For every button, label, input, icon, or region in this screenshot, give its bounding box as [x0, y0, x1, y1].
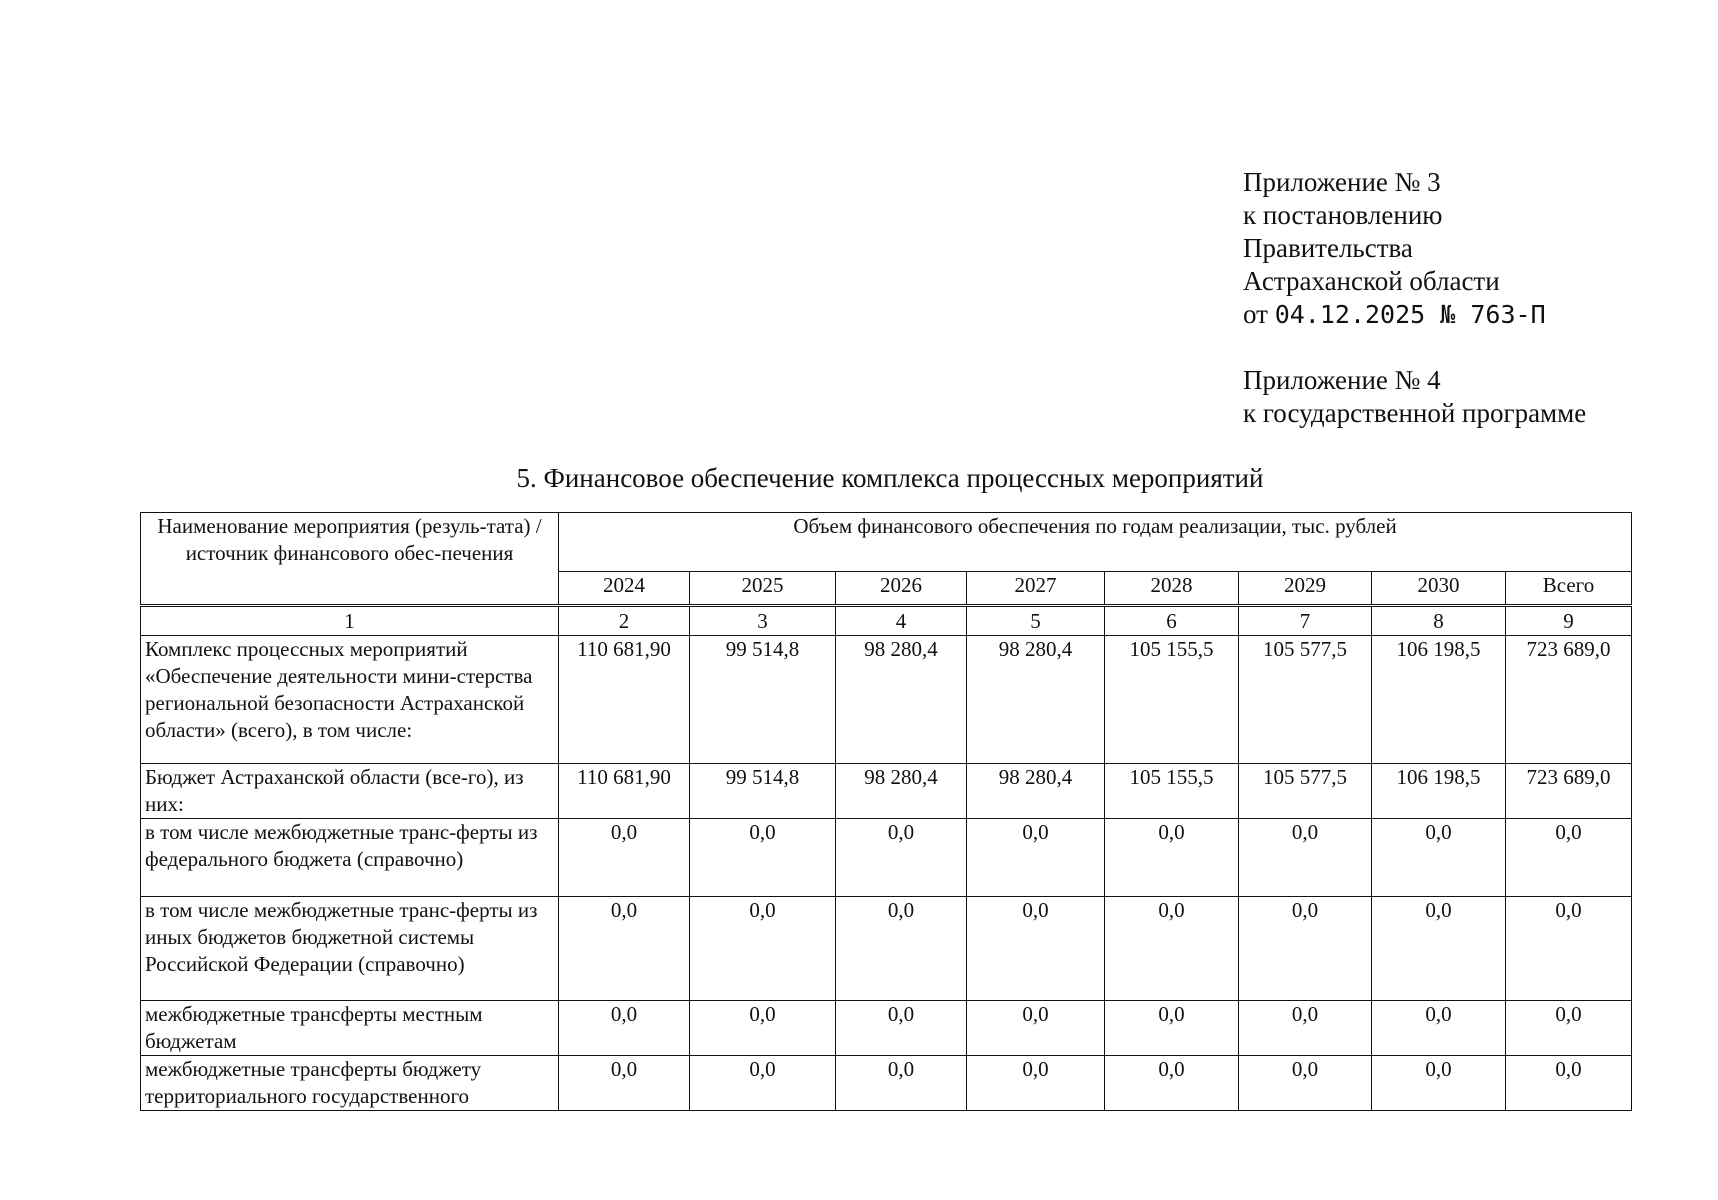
financing-table: [140, 512, 1632, 1111]
row-name: Бюджет Астраханской области (все-го), из них:: [141, 764, 559, 819]
date-prefix: от: [1243, 299, 1268, 329]
volume-header: Объем финансового обеспечения по годам реализации, тыс. рублей: [559, 513, 1632, 572]
date-stamp: 04.12.2025 № 763-П: [1274, 300, 1546, 329]
row-value: 99 514,8: [690, 764, 836, 819]
row-value: 105 155,5: [1105, 764, 1239, 819]
row-value: 0,0: [1372, 1056, 1506, 1111]
row-name: межбюджетные трансферты бюджету территориального государственного: [141, 1056, 559, 1111]
row-value: 105 155,5: [1105, 636, 1239, 764]
row-value: 0,0: [1372, 819, 1506, 897]
row-value: 0,0: [967, 819, 1105, 897]
row-value: 723 689,0: [1506, 636, 1632, 764]
row-value: 0,0: [1239, 1001, 1372, 1056]
table-row: [141, 636, 1632, 764]
table-row: [141, 897, 1632, 1001]
row-value: 98 280,4: [967, 636, 1105, 764]
row-value: 106 198,5: [1372, 764, 1506, 819]
name-column-header: Наименование мероприятия (резуль-тата) / источник финансового обес-печения: [141, 513, 559, 606]
row-value: 0,0: [836, 819, 967, 897]
table-row: [141, 1056, 1632, 1111]
row-value: 105 577,5: [1239, 636, 1372, 764]
table-row: [141, 1001, 1632, 1056]
row-value: 0,0: [967, 897, 1105, 1001]
row-value: 0,0: [559, 897, 690, 1001]
column-number-1: 1: [141, 606, 559, 636]
row-value: 106 198,5: [1372, 636, 1506, 764]
row-value: 110 681,90: [559, 636, 690, 764]
year-header-3: 2026: [836, 572, 967, 606]
year-header-1: 2024: [559, 572, 690, 606]
year-header-8: Всего: [1506, 572, 1632, 606]
appendix-3-block: [1243, 166, 1703, 331]
row-value: 723 689,0: [1506, 764, 1632, 819]
year-header-7: 2030: [1372, 572, 1506, 606]
row-value: 0,0: [1105, 1001, 1239, 1056]
row-value: 0,0: [1105, 819, 1239, 897]
row-value: 0,0: [690, 819, 836, 897]
row-value: 0,0: [967, 1056, 1105, 1111]
appendix-3-line-3: Правительства: [1243, 233, 1413, 263]
appendix-4-block: [1243, 364, 1703, 430]
column-number-3: 3: [690, 606, 836, 636]
table-row: [141, 819, 1632, 897]
column-number-4: 4: [836, 606, 967, 636]
row-value: 0,0: [1239, 1056, 1372, 1111]
row-value: 0,0: [1372, 897, 1506, 1001]
appendix-3-date-line: [1243, 298, 1703, 331]
row-name: межбюджетные трансферты местным бюджетам: [141, 1001, 559, 1056]
row-value: 0,0: [1506, 897, 1632, 1001]
appendix-3-line-2: к постановлению: [1243, 200, 1443, 230]
column-number-9: 9: [1506, 606, 1632, 636]
appendix-3-line-1: Приложение № 3: [1243, 167, 1441, 197]
row-value: 0,0: [559, 1056, 690, 1111]
row-value: 98 280,4: [967, 764, 1105, 819]
column-number-5: 5: [967, 606, 1105, 636]
year-header-4: 2027: [967, 572, 1105, 606]
row-value: 0,0: [690, 897, 836, 1001]
row-value: 0,0: [836, 1056, 967, 1111]
year-header-2: 2025: [690, 572, 836, 606]
row-name: в том числе межбюджетные транс-ферты из федерального бюджета (справочно): [141, 819, 559, 897]
column-number-2: 2: [559, 606, 690, 636]
row-name: Комплекс процессных мероприятий «Обеспечение деятельности мини-стерства региональной безопасности Астраханской области» (всего), в том числе:: [141, 636, 559, 764]
row-value: 110 681,90: [559, 764, 690, 819]
row-name: в том числе межбюджетные транс-ферты из иных бюджетов бюджетной системы Российской Федерации (справочно): [141, 897, 559, 1001]
appendix-4-line-2: к государственной программе: [1243, 398, 1587, 428]
column-number-8: 8: [1372, 606, 1506, 636]
column-number-7: 7: [1239, 606, 1372, 636]
row-value: 0,0: [967, 1001, 1105, 1056]
appendix-4-line-1: Приложение № 4: [1243, 365, 1441, 395]
section-title: 5. Финансовое обеспечение комплекса процессных мероприятий: [516, 463, 1264, 493]
row-value: 98 280,4: [836, 764, 967, 819]
row-value: 0,0: [1239, 897, 1372, 1001]
row-value: 0,0: [690, 1001, 836, 1056]
row-value: 98 280,4: [836, 636, 967, 764]
column-number-row: [141, 606, 1632, 636]
year-header-6: 2029: [1239, 572, 1372, 606]
row-value: 0,0: [1105, 897, 1239, 1001]
row-value: 0,0: [836, 897, 967, 1001]
row-value: 0,0: [1506, 1056, 1632, 1111]
row-value: 99 514,8: [690, 636, 836, 764]
row-value: 0,0: [1239, 819, 1372, 897]
row-value: 0,0: [559, 819, 690, 897]
column-number-6: 6: [1105, 606, 1239, 636]
row-value: 0,0: [1506, 1001, 1632, 1056]
appendix-3-line-4: Астраханской области: [1243, 266, 1500, 296]
table-row: [141, 764, 1632, 819]
row-value: 0,0: [690, 1056, 836, 1111]
row-value: 0,0: [1506, 819, 1632, 897]
row-value: 0,0: [836, 1001, 967, 1056]
year-header-5: 2028: [1105, 572, 1239, 606]
row-value: 0,0: [1105, 1056, 1239, 1111]
row-value: 0,0: [1372, 1001, 1506, 1056]
row-value: 0,0: [559, 1001, 690, 1056]
row-value: 105 577,5: [1239, 764, 1372, 819]
